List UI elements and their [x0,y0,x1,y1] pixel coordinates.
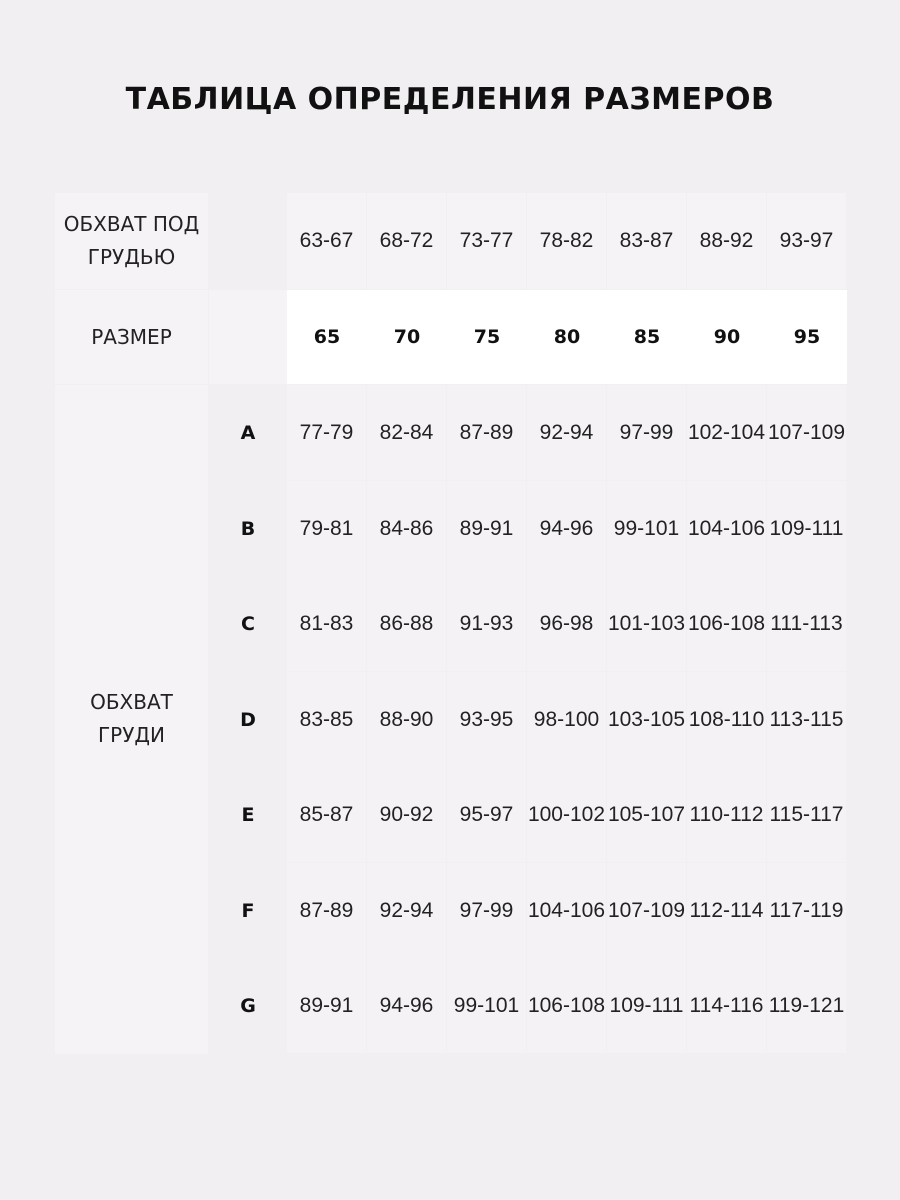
bust-value [767,576,846,671]
size-value-text: 75 [473,326,501,348]
bust-value [767,481,846,576]
bust-value-text: 87-89 [299,898,354,922]
size-value [287,290,367,384]
size-value-text: 70 [393,326,421,348]
page-title: ТАБЛИЦА ОПРЕДЕЛЕНИЯ РАЗМЕРОВ [125,82,775,117]
bust-value [767,958,846,1053]
size-value-text: 80 [553,326,581,348]
bust-value [607,958,686,1053]
bust-value [527,672,606,767]
size-value [447,290,527,384]
cup-label-text: G [240,994,256,1017]
bust-value-text: 88-90 [379,707,434,731]
cup-label [209,672,287,767]
underbust-value-text: 93-97 [779,229,834,252]
bust-value [447,385,526,480]
cup-label-text: A [240,421,256,444]
bust-value-text: 117-119 [769,898,844,922]
bust-value-text: 115-117 [769,802,844,826]
bust-value [527,958,606,1053]
cup-label-text: D [240,708,256,731]
bust-value [687,863,766,958]
bust-value [447,958,526,1053]
bust-value [367,767,446,862]
size-spacer [209,290,287,384]
bust-value-text: 77-79 [299,420,354,444]
underbust-value-text: 78-82 [539,229,594,252]
cup-label [209,958,287,1053]
bust-value [367,576,446,671]
cup-label-text: C [241,612,255,635]
cup-label [209,481,287,576]
bust-value-text: 104-106 [527,898,606,922]
size-value-text: 85 [633,326,661,348]
bust-value-text: 94-96 [539,516,594,540]
bust-value-text: 109-111 [769,516,844,540]
size-value-text: 65 [313,326,341,348]
bust-value [447,481,526,576]
bust-value-text: 103-105 [607,707,686,731]
bust-value [767,672,846,767]
bust-value-text: 107-109 [767,420,846,444]
underbust-value-text: 68-72 [379,229,434,252]
bust-label-line-1: ОБХВАТ [90,690,173,715]
bust-value-text: 91-93 [459,611,514,635]
bust-value [527,863,606,958]
bust-value-text: 84-86 [379,516,434,540]
size-value [687,290,767,384]
underbust-spacer [209,193,287,289]
cup-label [209,576,287,671]
bust-value-text: 82-84 [379,420,434,444]
bust-value-text: 106-108 [527,993,606,1017]
bust-value [687,958,766,1053]
bust-value [367,385,446,480]
bust-value-text: 89-91 [299,993,354,1017]
size-value [607,290,687,384]
bust-value-text: 102-104 [687,420,766,444]
bust-label [55,385,208,1054]
bust-value [367,672,446,767]
bust-value [527,576,606,671]
bust-value [607,863,686,958]
bust-value-text: 95-97 [459,802,514,826]
bust-value [687,385,766,480]
bust-value-text: 113-115 [769,707,844,731]
bust-value [607,672,686,767]
bust-value-text: 92-94 [539,420,594,444]
cup-label-text: B [240,517,256,540]
underbust-label-line-1: ОБХВАТ ПОД [63,212,200,236]
bust-value [607,481,686,576]
bust-value [687,672,766,767]
bust-value-text: 97-99 [619,420,674,444]
bust-value [447,863,526,958]
bust-value [607,767,686,862]
size-value-text: 95 [793,326,821,348]
bust-value-text: 112-114 [689,898,764,922]
bust-value-text: 99-101 [453,993,520,1017]
bust-value-text: 114-116 [689,993,764,1017]
bust-value-text: 105-107 [607,802,686,826]
bust-value [527,481,606,576]
bust-value-text: 107-109 [607,898,686,922]
bust-value-text: 104-106 [687,516,766,540]
bust-value [287,481,366,576]
bust-value-text: 79-81 [299,516,354,540]
bust-value [287,576,366,671]
bust-value-text: 99-101 [613,516,680,540]
bust-value [767,385,846,480]
bust-value [287,767,366,862]
underbust-value [367,193,446,289]
underbust-label [55,193,208,289]
bust-value-text: 110-112 [689,802,764,826]
underbust-value [287,193,366,289]
underbust-value [447,193,526,289]
bust-value [687,767,766,862]
bust-value [447,672,526,767]
bust-value-text: 109-111 [609,993,684,1017]
bust-value-text: 89-91 [459,516,514,540]
underbust-value-text: 83-87 [619,229,674,252]
cup-label-text: E [241,803,255,826]
bust-value-text: 81-83 [299,611,354,635]
bust-value-text: 100-102 [527,802,606,826]
bust-value-text: 119-121 [768,993,845,1017]
underbust-label-line-2: ГРУДЬЮ [87,245,176,269]
bust-label-line-2: ГРУДИ [97,723,166,748]
cup-label [209,767,287,862]
bust-value-text: 92-94 [379,898,434,922]
bust-value [447,767,526,862]
bust-value-text: 101-103 [607,611,686,635]
bust-value [287,672,366,767]
bust-value [287,385,366,480]
bust-value [367,481,446,576]
bust-value [767,767,846,862]
bust-value-text: 106-108 [687,611,766,635]
bust-value-text: 93-95 [459,707,514,731]
bust-value-text: 83-85 [299,707,354,731]
bust-value [287,863,366,958]
bust-value [367,958,446,1053]
bust-value [287,958,366,1053]
bust-value [687,576,766,671]
underbust-value [767,193,846,289]
bust-value [527,767,606,862]
cup-label-text: F [241,899,255,922]
bust-value-text: 86-88 [379,611,434,635]
size-value-text: 90 [713,326,741,348]
bust-value [607,385,686,480]
bust-value [607,576,686,671]
size-value [527,290,607,384]
bust-value-text: 96-98 [539,611,594,635]
underbust-value-text: 73-77 [459,229,514,252]
size-value [767,290,847,384]
cup-label [209,863,287,958]
bust-value [447,576,526,671]
underbust-value [527,193,606,289]
bust-value [687,481,766,576]
underbust-value [687,193,766,289]
bust-value-text: 85-87 [299,802,354,826]
bust-value-text: 90-92 [379,802,434,826]
bust-value-text: 111-113 [770,611,843,635]
size-label [55,290,208,384]
bust-value-text: 94-96 [379,993,434,1017]
bust-value [367,863,446,958]
bust-value-text: 108-110 [688,707,765,731]
bust-value-text: 87-89 [459,420,514,444]
bust-value [767,863,846,958]
cup-label [209,385,287,480]
bust-value-text: 97-99 [459,898,514,922]
bust-value-text: 98-100 [533,707,600,731]
size-value [367,290,447,384]
underbust-value [607,193,686,289]
underbust-value-text: 63-67 [299,229,354,252]
underbust-value-text: 88-92 [699,229,754,252]
size-label-text: РАЗМЕР [91,324,172,349]
bust-value [527,385,606,480]
